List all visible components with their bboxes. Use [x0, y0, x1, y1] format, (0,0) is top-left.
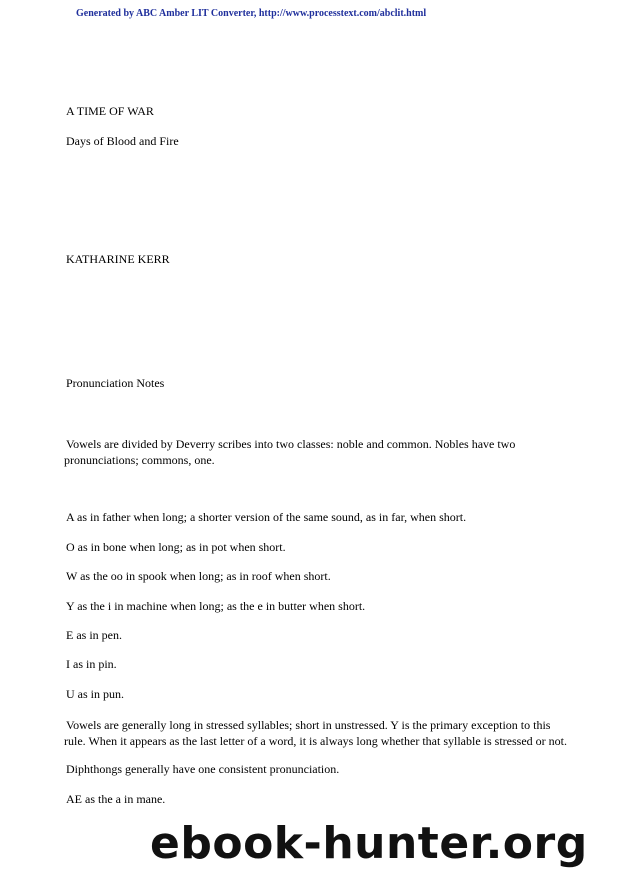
rule-a: A as in father when long; a shorter version of the same sound, as in far, when short. [66, 510, 467, 524]
rule-i: I as in pin. [66, 657, 117, 671]
section-heading: Pronunciation Notes [66, 376, 165, 390]
rule-u: U as in pun. [66, 687, 124, 701]
vowel-classes-paragraph: Vowels are divided by Deverry scribes into two classes: noble and common. Nobles have two pronunciations; commons, one. [64, 437, 516, 467]
converter-header: Generated by ABC Amber LIT Converter, http://www.processtext.com/abclit.html [76, 8, 427, 19]
stress-paragraph: Vowels are generally long in stressed syllables; short in unstressed. Y is the primary exception to this rule. When it appears as the last letter of a word, it is always long whether that syllable is stressed or not. [64, 718, 567, 748]
diphthongs-note: Diphthongs generally have one consistent pronunciation. [66, 762, 340, 776]
rule-e: E as in pen. [66, 628, 122, 642]
book-subtitle: Days of Blood and Fire [66, 134, 179, 148]
author-name: KATHARINE KERR [66, 252, 170, 266]
watermark: ebook-hunter.org [150, 818, 588, 869]
rule-y: Y as the i in machine when long; as the e in butter when short. [66, 599, 366, 613]
book-title: A TIME OF WAR [66, 104, 154, 118]
rule-ae: AE as the a in mane. [66, 792, 166, 806]
rule-w: W as the oo in spook when long; as in roof when short. [66, 569, 331, 583]
rule-o: O as in bone when long; as in pot when short. [66, 540, 286, 554]
